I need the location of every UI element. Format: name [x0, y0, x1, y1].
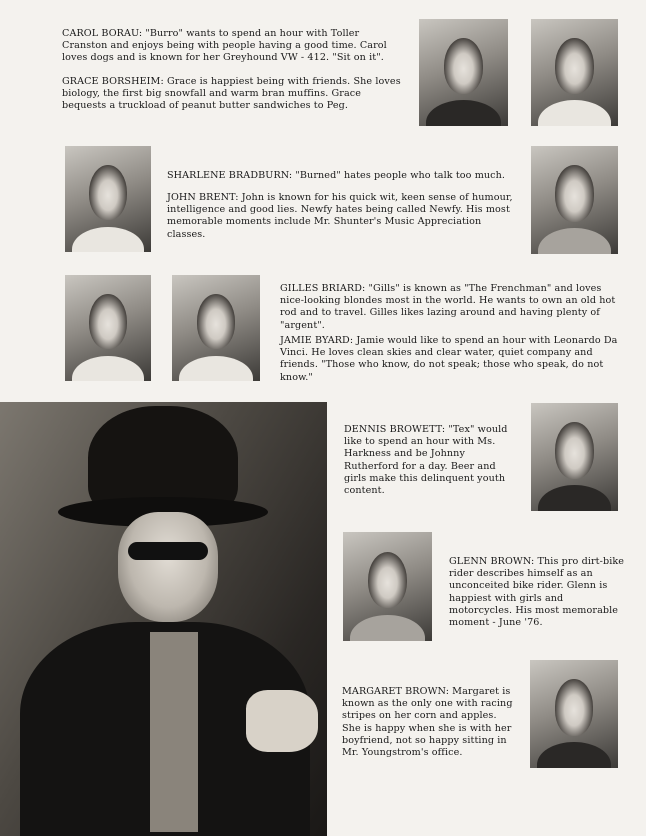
portrait-margaret-brown — [530, 660, 618, 768]
portrait-john-brent — [531, 146, 618, 254]
entry-jamie-byard-text — [280, 335, 625, 390]
entry-carol-borau: CAROL BORAU: "Burro" wants to spend an hour with Toller Cranston and enjoys being with people having a good time. Carol loves dogs and is known for her Greyhound VW - 412. "Sit on it". — [62, 28, 387, 64]
portrait-gilles-briard — [65, 275, 151, 381]
portrait-jamie-byard — [172, 275, 260, 381]
candid-photo-hat-costume — [0, 402, 327, 836]
entry-glenn-brown: GLENN BROWN: This pro dirt-bike rider describes himself as an unconceited bike rider. Glenn is happiest with girls and motorcycles. His most memorable moment - June '76. — [449, 556, 625, 629]
entry-dennis-browett: DENNIS BROWETT: "Tex" would like to spend an hour with Ms. Harkness and be Johnny Rutherford for a day. Beer and girls make this delinquent youth content. — [344, 424, 508, 497]
portrait-glenn-brown — [343, 532, 432, 641]
entry-sharlene-bradburn: SHARLENE BRADBURN: "Burned" hates people who talk too much. — [167, 170, 506, 181]
portrait-sharlene-bradburn — [65, 146, 151, 252]
entry-grace-borsheim: GRACE BORSHEIM: Grace is happiest being with friends. She loves biology, the first big snowfall and warm bran muffins. Grace bequests a truckload of peanut butter sandwiches to Peg. — [62, 76, 401, 112]
entry-jamie-byard: JAMIE BYARD: Jamie would like to spend an hour with Leonardo Da Vinci. He loves clean skies and clear water, quiet company and friends. "Those who know, do not speak; those who speak, do not know." — [280, 335, 618, 383]
entry-margaret-brown-text — [342, 686, 518, 765]
entry-sharlene-bradburn-text — [167, 170, 517, 188]
portrait-grace-borsheim — [531, 19, 618, 126]
entry-dennis-browett-text — [344, 424, 516, 503]
entry-carol-borau-text — [62, 28, 407, 71]
portrait-carol-borau — [419, 19, 508, 126]
entry-john-brent-text — [167, 192, 519, 247]
entry-john-brent: JOHN BRENT: John is known for his quick wit, keen sense of humour, intelligence and good lies. Newfy hates being called Newfy. His most memorable moments include Mr. Shunter's Music Appreciation classes. — [167, 192, 513, 240]
portrait-dennis-browett — [531, 403, 618, 511]
entry-margaret-brown: MARGARET BROWN: Margaret is known as the only one with racing stripes on her corn and apples. She is happy when she is with her boyfriend, not so happy sitting in Mr. Youngstrom's office. — [342, 686, 513, 759]
entry-gilles-briard-text — [280, 283, 625, 338]
entry-glenn-brown-text — [449, 556, 629, 635]
entry-gilles-briard: GILLES BRIARD: "Gills" is known as "The Frenchman" and loves nice-looking blondes most in the world. He wants to own an old hot rod and to travel. Gilles likes lazing around and having plenty of "argent". — [280, 283, 616, 331]
entry-grace-borsheim-text — [62, 76, 407, 119]
